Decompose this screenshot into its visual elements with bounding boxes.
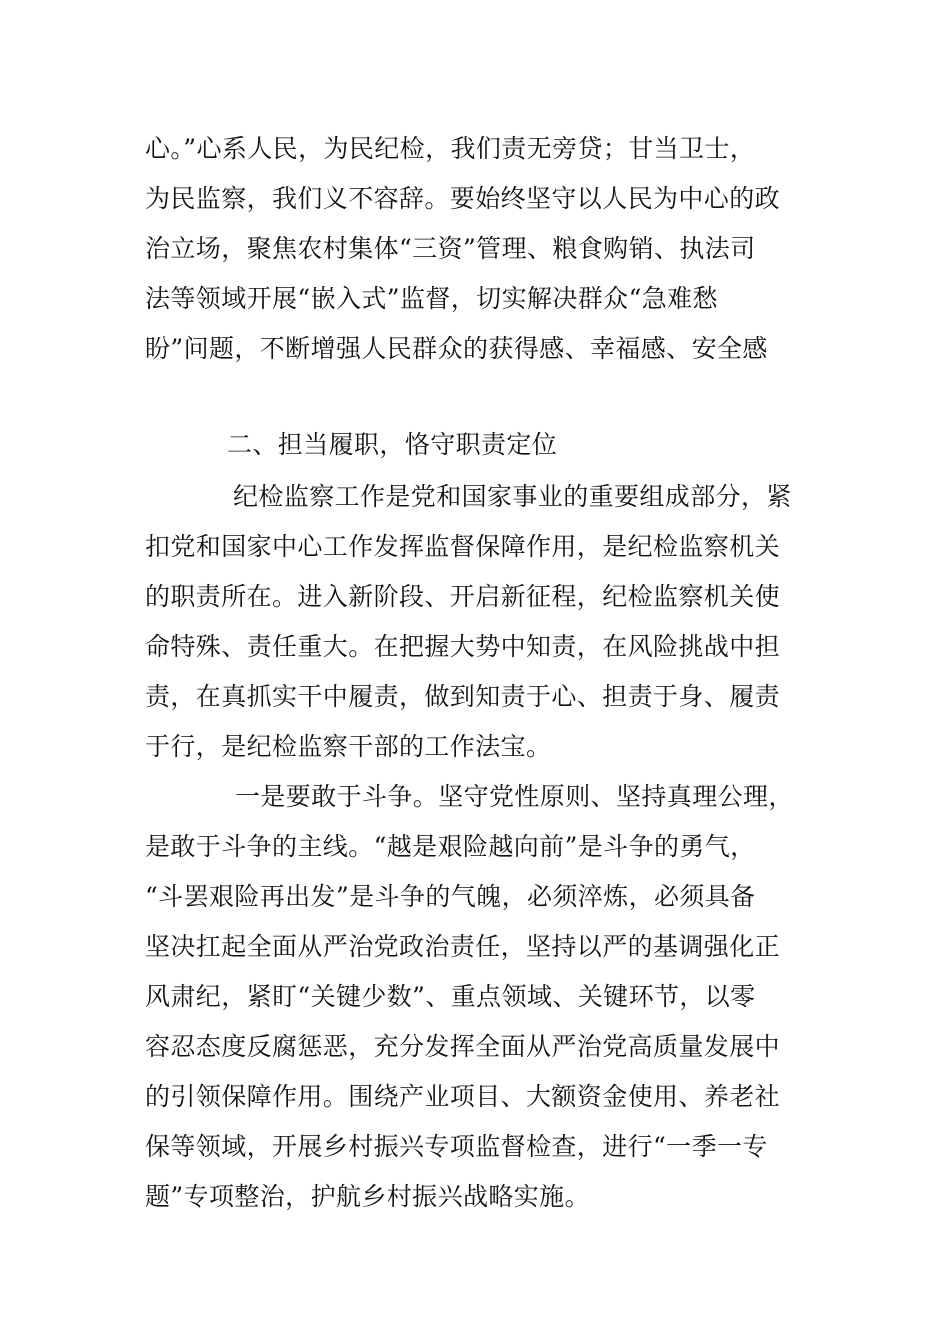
- text-line: 纪检监察工作是党和国家事业的重要组成部分，紧: [233, 482, 792, 511]
- paragraph-duty: [145, 472, 810, 772]
- section-heading: 二、担当履职，恪守职责定位: [227, 430, 558, 459]
- text-line: 扣党和国家中心工作发挥监督保障作用，是纪检监察机关: [145, 532, 781, 561]
- text-line: 命特殊、责任重大。在把握大势中知责，在风险挑战中担: [145, 632, 781, 661]
- text-line: 容忍态度反腐惩恶，充分发挥全面从严治党高质量发展中: [145, 1032, 781, 1061]
- text-line: 责，在真抓实干中履责，做到知责于心、担责于身、履责: [145, 682, 781, 711]
- text-line: 的引领保障作用。围绕产业项目、大额资金使用、养老社: [145, 1082, 781, 1111]
- text-line: 治立场，聚焦农村集体“三资”管理、粮食购销、执法司: [145, 234, 756, 263]
- text-line: 一是要敢于斗争。坚守党性原则、坚持真理公理，: [235, 782, 794, 811]
- paragraph-struggle: [145, 772, 810, 1222]
- text-line: 盼”问题，不断增强人民群众的获得感、幸福感、安全感: [145, 334, 768, 363]
- text-line: 坚决扛起全面从严治党政治责任，坚持以严的基调强化正: [145, 932, 781, 961]
- text-line: 于行，是纪检监察干部的工作法宝。: [145, 732, 552, 761]
- paragraph-continuation: [145, 124, 810, 374]
- text-line: 法等领域开展“嵌入式”监督，切实解决群众“急难愁: [145, 284, 718, 313]
- section-heading-block: [145, 420, 810, 470]
- text-line: 为民监察，我们义不容辞。要始终坚守以人民为中心的政: [145, 184, 781, 213]
- text-line: 心。”心系人民，为民纪检，我们责无旁贷；甘当卫士，: [145, 134, 756, 163]
- text-line: “斗罢艰险再出发”是斗争的气魄，必须淬炼，必须具备: [145, 882, 756, 911]
- text-line: 风肃纪，紧盯“关键少数”、重点领域、关键环节，以零: [145, 982, 756, 1011]
- text-line: 是敢于斗争的主线。“越是艰险越向前”是斗争的勇气，: [145, 832, 756, 861]
- text-line: 题”专项整治，护航乡村振兴战略实施。: [145, 1182, 590, 1211]
- text-line: 的职责所在。进入新阶段、开启新征程，纪检监察机关使: [145, 582, 781, 611]
- text-line: 保等领域，开展乡村振兴专项监督检查，进行“一季一专: [145, 1132, 768, 1161]
